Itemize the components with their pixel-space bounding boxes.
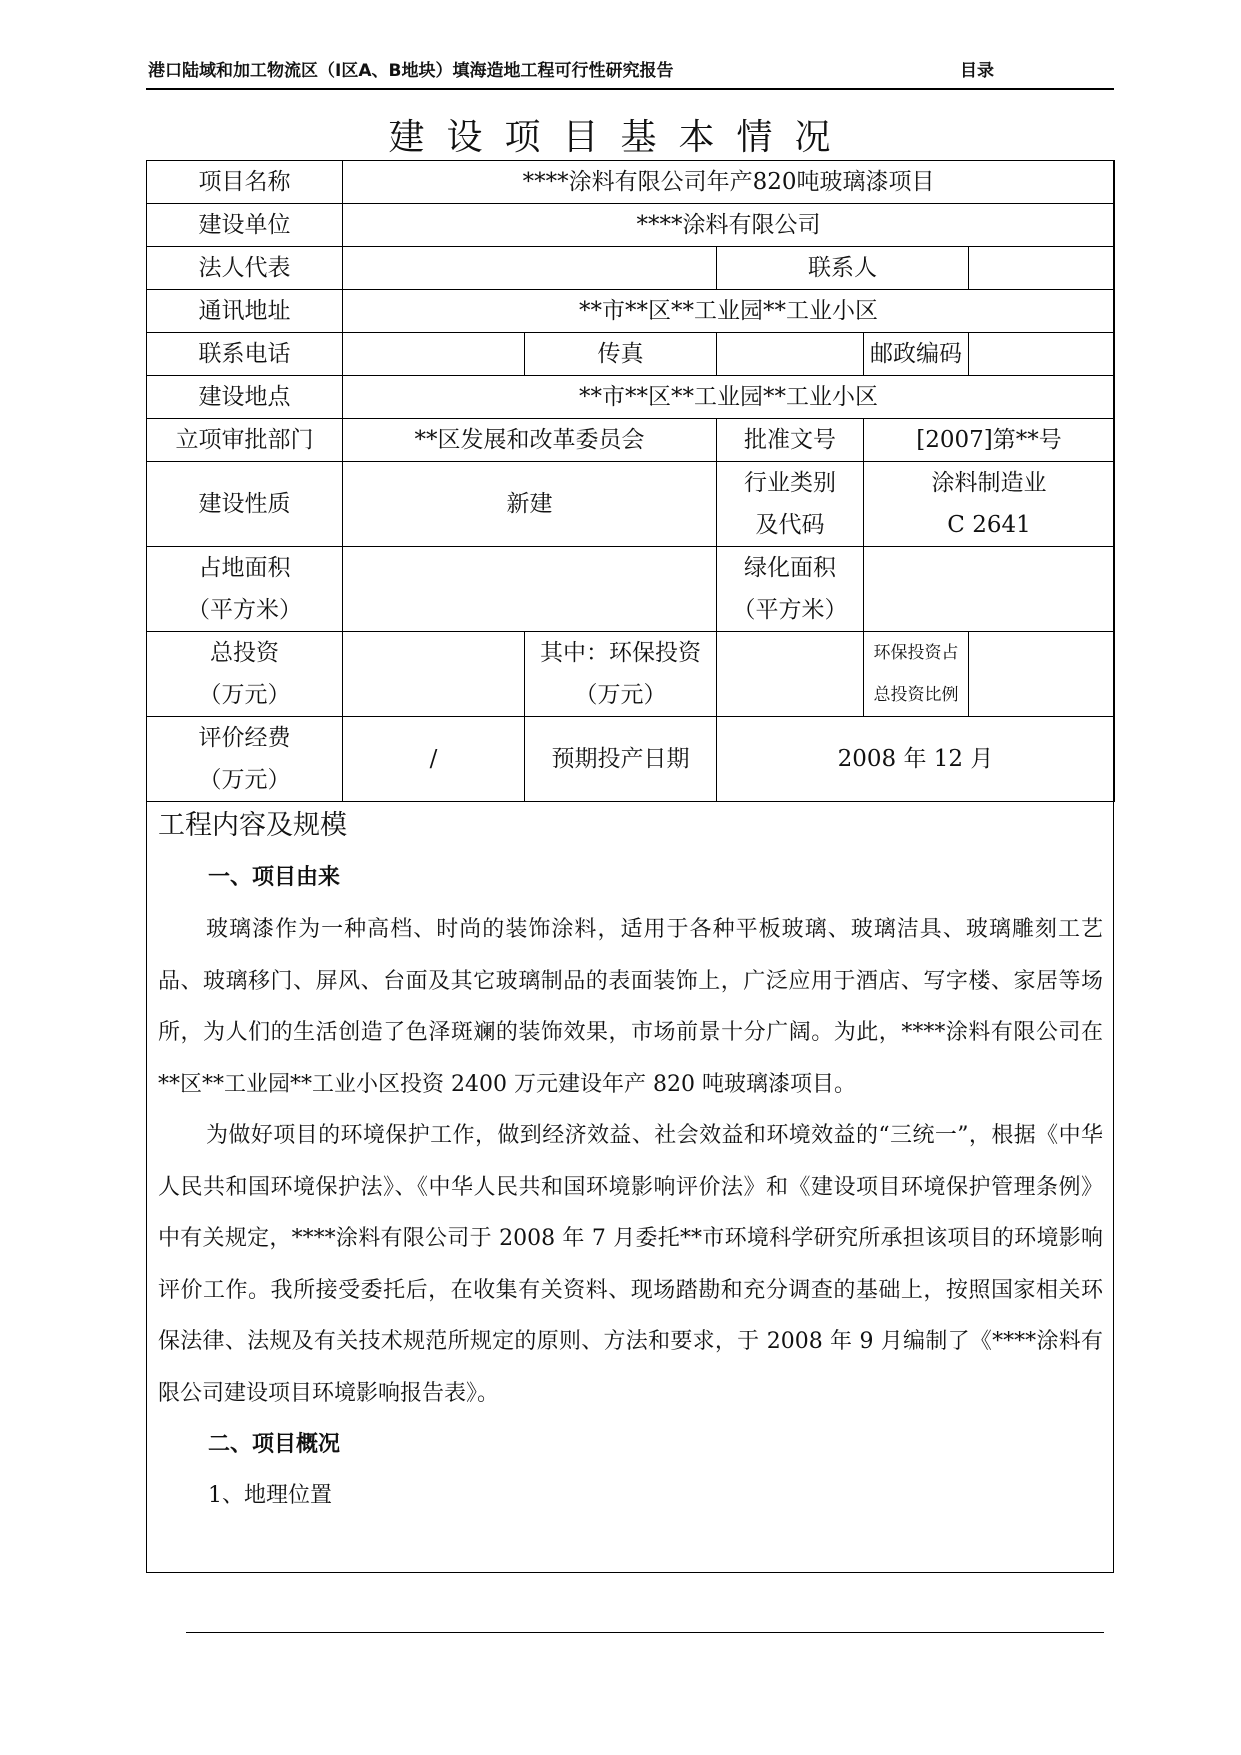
row-project-name xyxy=(147,161,1115,204)
row-investment xyxy=(147,632,1115,717)
subheading-location: 1、地理位置 xyxy=(208,1483,332,1508)
eval-fee-label-line-1: 评价经费 xyxy=(198,725,291,751)
row-legal-rep xyxy=(147,247,1115,290)
unit-label: 建设单位 xyxy=(147,204,343,247)
industry-label xyxy=(717,462,864,547)
row-unit xyxy=(147,204,1115,247)
legal-rep-label: 法人代表 xyxy=(147,247,343,290)
contact-label: 联系人 xyxy=(717,247,969,290)
industry-label-line-2: 及代码 xyxy=(755,512,825,538)
env-inv-value xyxy=(717,632,864,717)
prod-date-label: 预期投产日期 xyxy=(525,717,717,802)
approval-no-value: [2007]第**号 xyxy=(864,419,1115,462)
fax-value xyxy=(717,333,864,376)
page-header xyxy=(148,58,1132,84)
green-area-label-line-2: （平方米） xyxy=(732,597,848,623)
eval-fee-value: / xyxy=(343,717,525,802)
legal-rep-value xyxy=(343,247,717,290)
unit-value: ****涂料有限公司 xyxy=(343,204,1115,247)
industry-label-line-1: 行业类别 xyxy=(744,470,836,496)
fax-label: 传真 xyxy=(525,333,717,376)
nature-label: 建设性质 xyxy=(147,462,343,547)
green-area-label xyxy=(717,547,864,632)
site-label: 建设地点 xyxy=(147,376,343,419)
env-inv-label xyxy=(525,632,717,717)
row-phone xyxy=(147,333,1115,376)
phone-label: 联系电话 xyxy=(147,333,343,376)
env-ratio-label-line-2: 总投资比例 xyxy=(873,685,959,705)
land-area-value xyxy=(343,547,717,632)
row-area xyxy=(147,547,1115,632)
postcode-label: 邮政编码 xyxy=(864,333,969,376)
land-area-label-line-1: 占地面积 xyxy=(198,555,291,581)
paragraph-origin: 玻璃漆作为一种高档、时尚的装饰涂料，适用于各种平板玻璃、玻璃洁具、玻璃雕刻工艺品、玻璃移门、屏风、台面及其它玻璃制品的表面装饰上，广泛应用于酒店、写字楼、家居等场所，为人们的生活创造了色泽斑斓的装饰效果，市场前景十分广阔。为此，****涂料有限公司在**区**工业园**工业小区投资 2400 万元建设年产 820 吨玻璃漆项目。 xyxy=(158,917,1103,1097)
env-ratio-value xyxy=(969,632,1115,717)
total-inv-label xyxy=(147,632,343,717)
phone-value xyxy=(343,333,525,376)
header-section: 目录 xyxy=(960,61,994,81)
document-title: 建设项目基本情况 xyxy=(388,117,853,158)
row-site xyxy=(147,376,1115,419)
contact-value xyxy=(969,247,1115,290)
approval-dept-value: **区发展和改革委员会 xyxy=(343,419,717,462)
industry-value xyxy=(864,462,1115,547)
row-address xyxy=(147,290,1115,333)
green-area-label-line-1: 绿化面积 xyxy=(744,555,836,581)
total-inv-label-line-1: 总投资 xyxy=(210,640,279,666)
eval-fee-label-line-2: （万元） xyxy=(198,767,291,793)
project-info-table xyxy=(146,160,1115,802)
total-inv-value xyxy=(343,632,525,717)
heading-project-overview: 二、项目概况 xyxy=(208,1432,341,1457)
env-ratio-label-line-1: 环保投资占 xyxy=(873,643,959,663)
industry-value-line-1: 涂料制造业 xyxy=(931,470,1047,496)
row-eval-fee xyxy=(147,717,1115,802)
env-inv-label-line-1: 其中：环保投资 xyxy=(540,640,701,666)
project-name-value: ****涂料有限公司年产820吨玻璃漆项目 xyxy=(343,161,1115,204)
header-rule xyxy=(146,88,1114,90)
green-area-value xyxy=(864,547,1115,632)
eval-fee-label xyxy=(147,717,343,802)
nature-value: 新建 xyxy=(343,462,717,547)
section-title: 工程内容及规模 xyxy=(158,810,347,841)
industry-value-line-2: C 2641 xyxy=(947,512,1031,538)
address-label: 通讯地址 xyxy=(147,290,343,333)
prod-date-value: 2008 年 12 月 xyxy=(717,717,1115,802)
row-nature xyxy=(147,462,1115,547)
env-ratio-label xyxy=(864,632,969,717)
address-value: **市**区**工业园**工业小区 xyxy=(343,290,1115,333)
row-approval xyxy=(147,419,1115,462)
project-content xyxy=(158,800,1103,1521)
paragraph-eia: 为做好项目的环境保护工作，做到经济效益、社会效益和环境效益的“三统一”，根据《中华人民共和国环境保护法》、《中华人民共和国环境影响评价法》和《建设项目环境保护管理条例》中有关规定，****涂料有限公司于 2008 年 7 月委托**市环境科学研究所承担该项目的环境影响评价工作。我所接受委托后，在收集有关资料、现场踏勘和充分调查的基础上，按照国家相关环保法律、法规及有关技术规范所规定的原则、方法和要求，于 2008 年 9 月编制了《****涂料有限公司建设项目环境影响报告表》。 xyxy=(158,1123,1103,1406)
env-inv-label-line-2: （万元） xyxy=(574,682,667,708)
project-name-label: 项目名称 xyxy=(147,161,343,204)
approval-no-label: 批准文号 xyxy=(717,419,864,462)
heading-project-origin: 一、项目由来 xyxy=(208,865,341,890)
postcode-value xyxy=(969,333,1115,376)
site-value: **市**区**工业园**工业小区 xyxy=(343,376,1115,419)
approval-dept-label: 立项审批部门 xyxy=(147,419,343,462)
footer-rule xyxy=(186,1632,1104,1633)
header-title: 港口陆域和加工物流区（Ⅰ区A、B地块）填海造地工程可行性研究报告 xyxy=(148,61,674,81)
land-area-label xyxy=(147,547,343,632)
total-inv-label-line-2: （万元） xyxy=(198,682,291,708)
land-area-label-line-2: （平方米） xyxy=(187,597,302,623)
